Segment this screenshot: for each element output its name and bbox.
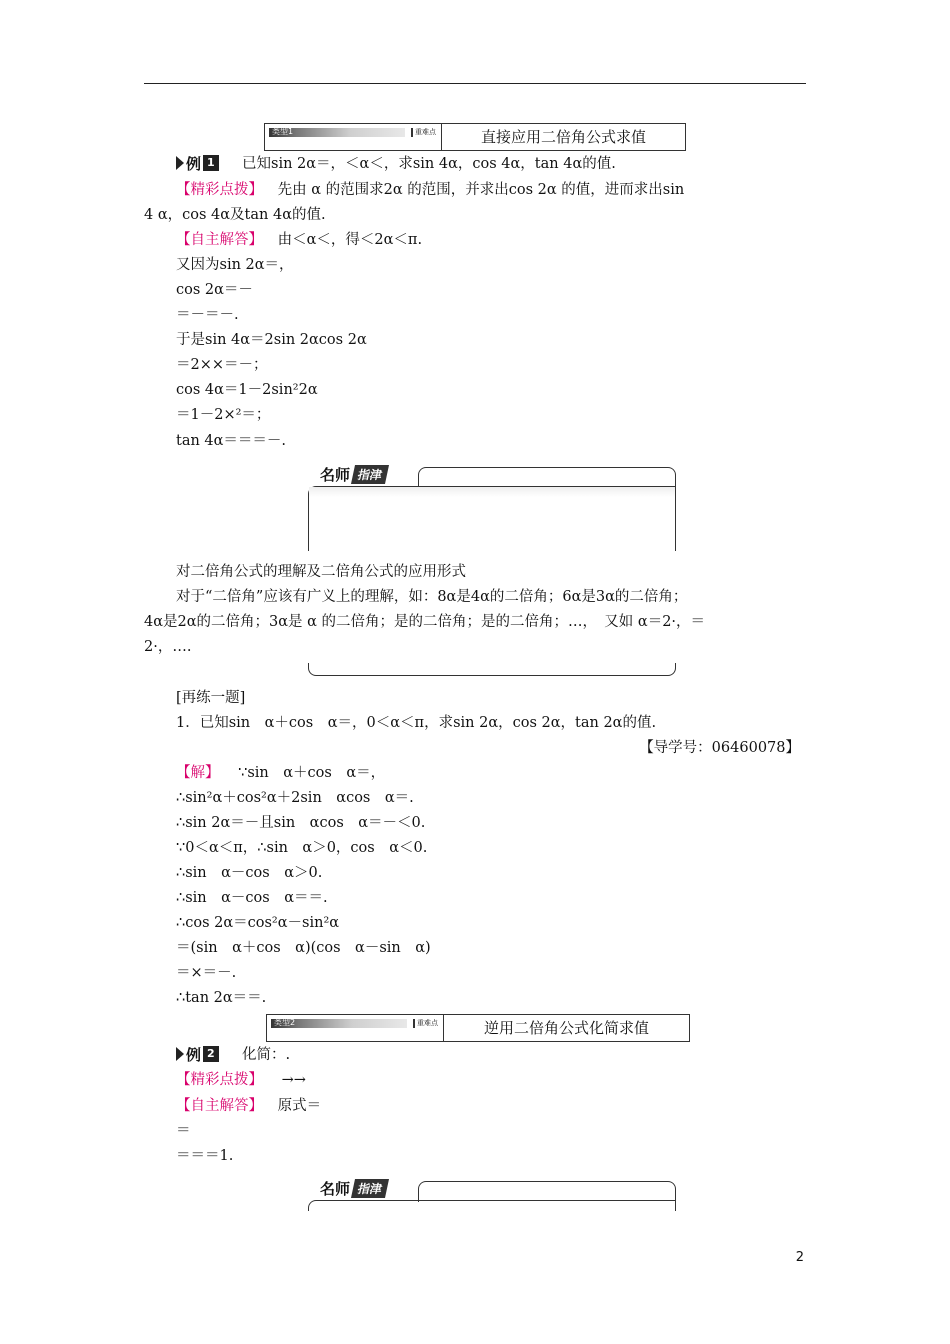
section-title: 逆用二倍角公式化简求值 — [483, 1019, 649, 1037]
practice-label: [再练一题] — [176, 690, 246, 706]
answer-line: ＝＝＝1. — [176, 1148, 234, 1164]
example-2-hint: 【精彩点拨】 →→ — [176, 1072, 306, 1088]
section-type-bar-2 — [266, 1014, 690, 1042]
mingshi-bottom-bracket — [308, 663, 676, 676]
example-1-tag: 例 1 — [176, 153, 219, 173]
solution-line: ∵0＜α＜π，∴sin α＞0，cos α＜0. — [176, 840, 428, 856]
solution-line: ∴sin α－cos α＝＝. — [176, 890, 328, 906]
example-1-hint: 【精彩点拨】 先由 α 的范围求2α 的范围，并求出cos 2α 的值，进而求出sin — [176, 182, 685, 198]
mingshi-header: 名师 指津 — [320, 462, 387, 486]
solution-line: ∴sin α－cos α＞0. — [176, 865, 323, 881]
answer-line: ＝ — [176, 1123, 191, 1139]
grade-tag: 重难点 — [411, 128, 439, 137]
answer-line: ＝1－2×²＝； — [176, 407, 271, 423]
solution-start: 【解】 ∵sin α＋cos α＝， — [176, 765, 386, 781]
mingshi-text: 2·，…. — [144, 639, 192, 655]
type-tag: 类型2 — [274, 1018, 296, 1027]
mingshi-text: 4α是2α的二倍角；3α是 α 的二倍角；是的二倍角；是的二倍角；…， 又如 α＝2·，＝ — [144, 614, 706, 630]
section-title: 直接应用二倍角公式求值 — [480, 128, 646, 146]
answer-line: cos 2α＝－ — [176, 282, 253, 298]
answer-line: tan 4α＝＝＝－. — [176, 433, 287, 449]
frame-gradient — [309, 487, 675, 497]
header-rule — [144, 83, 806, 84]
example-1-hint-cont: 4 α，cos 4α及tan 4α的值. — [144, 207, 326, 223]
mingshi-text: 对于“二倍角”应该有广义上的理解，如：8α是4α的二倍角；6α是3α的二倍角； — [176, 589, 688, 605]
solution-line: ∴cos 2α＝cos²α－sin²α — [176, 915, 340, 931]
solution-line: ∴sin²α＋cos²α＋2sin αcos α＝. — [176, 790, 414, 806]
solution-line: ∴sin 2α＝－且sin αcos α＝－＜0. — [176, 815, 426, 831]
page-number: 2 — [795, 1250, 804, 1265]
example-1-answer: 【自主解答】 由＜α＜，得＜2α＜π. — [176, 232, 423, 248]
mingshi-box-2 — [308, 1176, 676, 1210]
solution-line: ∴tan 2α＝＝. — [176, 990, 267, 1006]
type-label-box — [267, 1015, 444, 1041]
triangle-icon — [176, 1047, 184, 1061]
guide-number: 【导学号：06460078】 — [639, 740, 800, 756]
example-1-problem: 已知sin 2α＝，＜α＜，求sin 4α，cos 4α，tan 4α的值. — [242, 156, 616, 172]
answer-line: 于是sin 4α＝2sin 2αcos 2α — [176, 332, 367, 348]
answer-line: ＝2××＝－； — [176, 357, 268, 373]
section-type-bar-1 — [264, 123, 686, 151]
example-2-tag: 例 2 — [176, 1044, 219, 1064]
answer-line: cos 4α＝1－2sin²2α — [176, 382, 318, 398]
answer-line: ＝－＝－. — [176, 307, 239, 323]
solution-line: ＝(sin α＋cos α)(cos α－sin α) — [176, 940, 431, 956]
triangle-icon — [176, 156, 184, 170]
type-tag: 类型1 — [272, 127, 294, 136]
example-2-answer: 【自主解答】 原式＝ — [176, 1098, 322, 1114]
type-label-box — [265, 124, 442, 150]
mingshi-header: 名师 指津 — [320, 1176, 387, 1200]
practice-problem: 1．已知sin α＋cos α＝，0＜α＜π，求sin 2α，cos 2α，tan 2α的值. — [176, 715, 657, 731]
answer-line: 又因为sin 2α＝， — [176, 257, 294, 273]
frame-mid — [308, 1200, 676, 1211]
mingshi-heading: 对二倍角公式的理解及二倍角公式的应用形式 — [176, 564, 466, 580]
mingshi-box-1 — [308, 462, 676, 554]
frame-top — [418, 467, 676, 488]
grade-tag: 重难点 — [413, 1019, 441, 1028]
solution-line: ＝×＝－. — [176, 965, 237, 981]
frame-top — [418, 1181, 676, 1202]
example-2-problem: 化简：. — [242, 1047, 291, 1063]
